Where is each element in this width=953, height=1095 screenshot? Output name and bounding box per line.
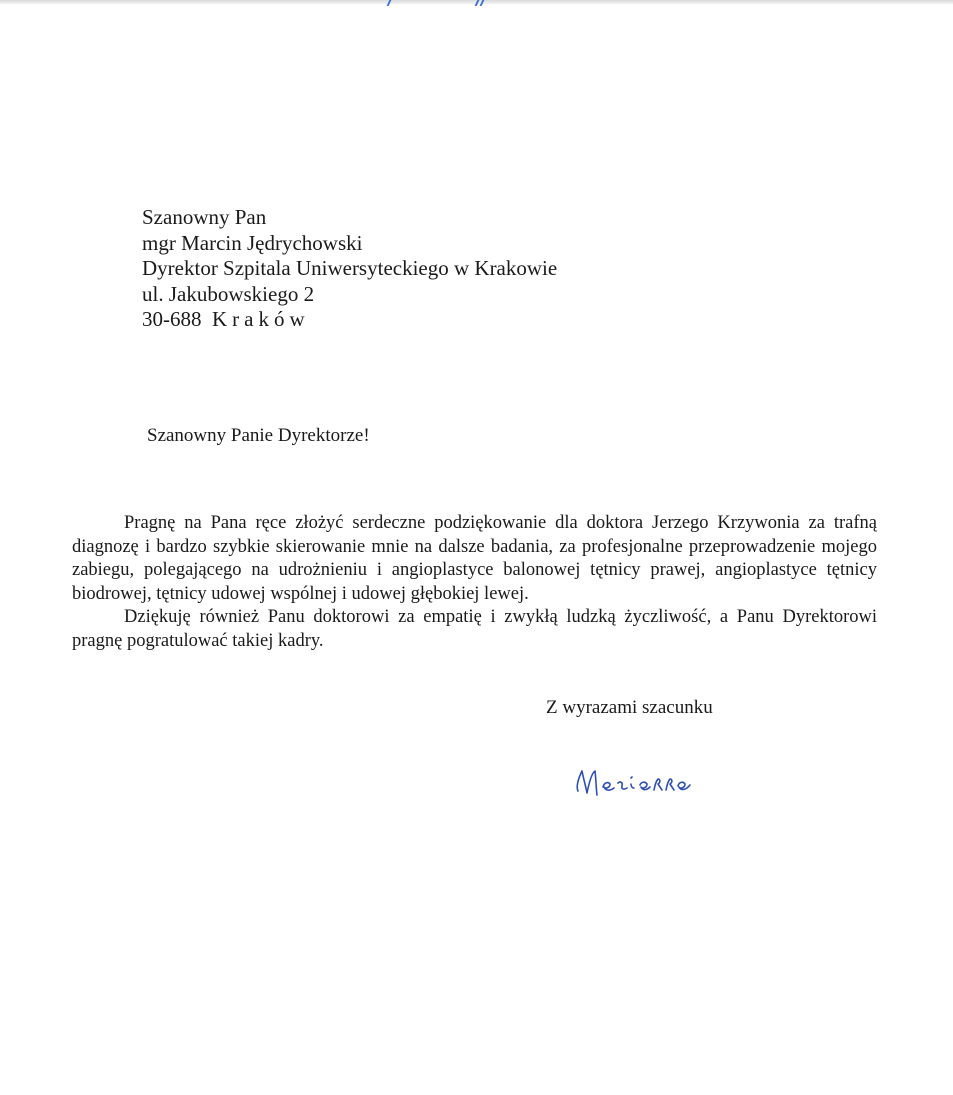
city: Kraków <box>212 307 310 331</box>
handwritten-signature <box>570 757 740 807</box>
body-paragraph-1: Pragnę na Pana ręce złożyć serdeczne podziękowanie dla doktora Jerzego Krzywonia za trafną diagnozę i bardzo szybkie skierowanie mnie na dalsze badania, za profesjonalne przeprowadzenie mojego zabiegu, polegającego na udrożnieniu i angioplastyce balonowej tętnicy prawej, angioplastyce tętnicy biodrowej, tętnicy udowej wspólnej i udowej głębokiej lewej. <box>72 513 877 604</box>
salutation: Szanowny Panie Dyrektorze! <box>147 425 370 446</box>
recipient-line-3: Dyrektor Szpitala Uniwersyteckiego w Krakowie <box>142 256 558 280</box>
body-paragraph-2: Dziękuję również Panu doktorowi za empatię i zwykłą ludzką życzliwość, a Panu Dyrektorowi pragnę pogratulować takiej kadry. <box>72 607 877 651</box>
recipient-line-2: mgr Marcin Jędrychowski <box>142 230 363 255</box>
recipient-line-1: Szanowny Pan <box>142 205 267 229</box>
letter-body <box>72 512 877 653</box>
closing-phrase: Z wyrazami szacunku <box>546 697 713 718</box>
recipient-city-line <box>142 307 557 333</box>
recipient-address <box>142 205 557 333</box>
postal-code: 30-688 <box>142 307 202 331</box>
recipient-line-4: ul. Jakubowskiego 2 <box>142 281 315 306</box>
signature-stroke <box>577 771 690 795</box>
